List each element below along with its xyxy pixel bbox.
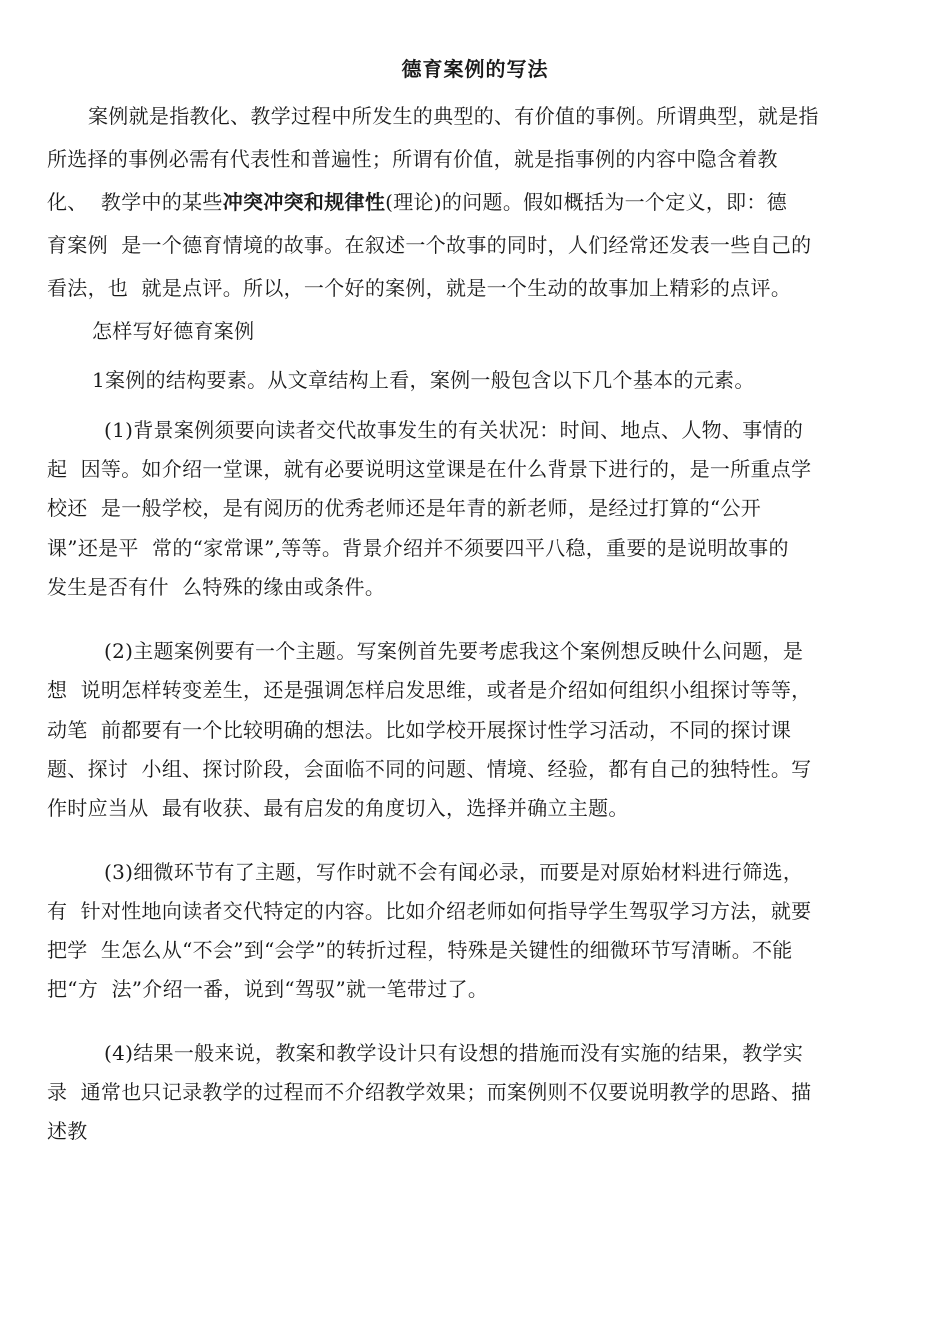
intro-bold-phrase: 冲突冲突和规律性 xyxy=(222,190,386,214)
p2-line-4: 题、探讨 小组、探讨阶段，会面临不同的问题、情境、经验，都有自己的独特性。写 xyxy=(47,757,812,781)
section-heading: 怎样写好德育案例 xyxy=(92,319,255,343)
p1-line-5: 发生是否有什 么特殊的缘由或条件。 xyxy=(47,575,386,599)
p1-line-2: 起 因等。如介绍一堂课，就有必要说明这堂课是在什么背景下进行的，是一所重点学 xyxy=(47,457,812,481)
intro-line-3-start: 化、 教学中的某些 xyxy=(47,190,223,214)
intro-line-3-end: (理论)的问题。假如概括为一个定义，即：德 xyxy=(385,190,788,214)
p4-line-2: 录 通常也只记录教学的过程而不介绍教学效果；而案例则不仅要说明教学的思路、描 xyxy=(47,1080,812,1104)
p2-line-1: (2)主题案例要有一个主题。写案例首先要考虑我这个案例想反映什么问题，是 xyxy=(104,639,804,663)
p4-line-3: 述教 xyxy=(47,1119,88,1143)
page-title: 德育案例的写法 xyxy=(401,57,549,81)
p3-line-3: 把学 生怎么从“不会”到“会学”的转折过程，特殊是关键性的细微环节写清晰。不能 xyxy=(47,938,793,962)
item-intro: 1案例的结构要素。从文章结构上看，案例一般包含以下几个基本的元素。 xyxy=(92,368,755,392)
p1-line-1: (1)背景案例须要向读者交代故事发生的有关状况：时间、地点、人物、事情的 xyxy=(104,418,804,442)
p2-line-2: 想 说明怎样转变差生，还是强调怎样启发思维，或者是介绍如何组织小组探讨等等， xyxy=(47,678,812,702)
intro-line-5: 看法，也 就是点评。所以，一个好的案例，就是一个生动的故事加上精彩的点评。 xyxy=(47,276,792,300)
p3-line-2: 有 针对性地向读者交代特定的内容。比如介绍老师如何指导学生驾驭学习方法，就要 xyxy=(47,899,812,923)
p4-line-1: (4)结果一般来说，教案和教学设计只有设想的措施而没有实施的结果，教学实 xyxy=(104,1041,804,1065)
p3-line-4: 把“方 法”介绍一番，说到“驾驭”就一笔带过了。 xyxy=(47,977,489,1001)
p2-line-3: 动笔 前都要有一个比较明确的想法。比如学校开展探讨性学习活动，不同的探讨课 xyxy=(47,718,792,742)
p1-line-3: 校还 是一般学校，是有阅历的优秀老师还是年青的新老师，是经过打算的“公开 xyxy=(47,496,762,520)
intro-line-1: 案例就是指教化、教学过程中所发生的典型的、有价值的事例。所谓典型，就是指 xyxy=(88,104,819,128)
p3-line-1: (3)细微环节有了主题，写作时就不会有闻必录，而要是对原始材料进行筛选， xyxy=(104,860,804,884)
intro-line-3 xyxy=(47,187,787,217)
intro-line-4: 育案例 是一个德育情境的故事。在叙述一个故事的同时，人们经常还发表一些自己的 xyxy=(47,233,812,257)
p2-line-5: 作时应当从 最有收获、最有启发的角度切入，选择并确立主题。 xyxy=(47,796,629,820)
p1-line-4: 课”还是平 常的“家常课”,等等。背景介绍并不须要四平八稳，重要的是说明故事的 xyxy=(47,536,789,560)
intro-line-2: 所选择的事例必需有代表性和普遍性；所谓有价值，就是指事例的内容中隐含着教 xyxy=(47,147,778,171)
